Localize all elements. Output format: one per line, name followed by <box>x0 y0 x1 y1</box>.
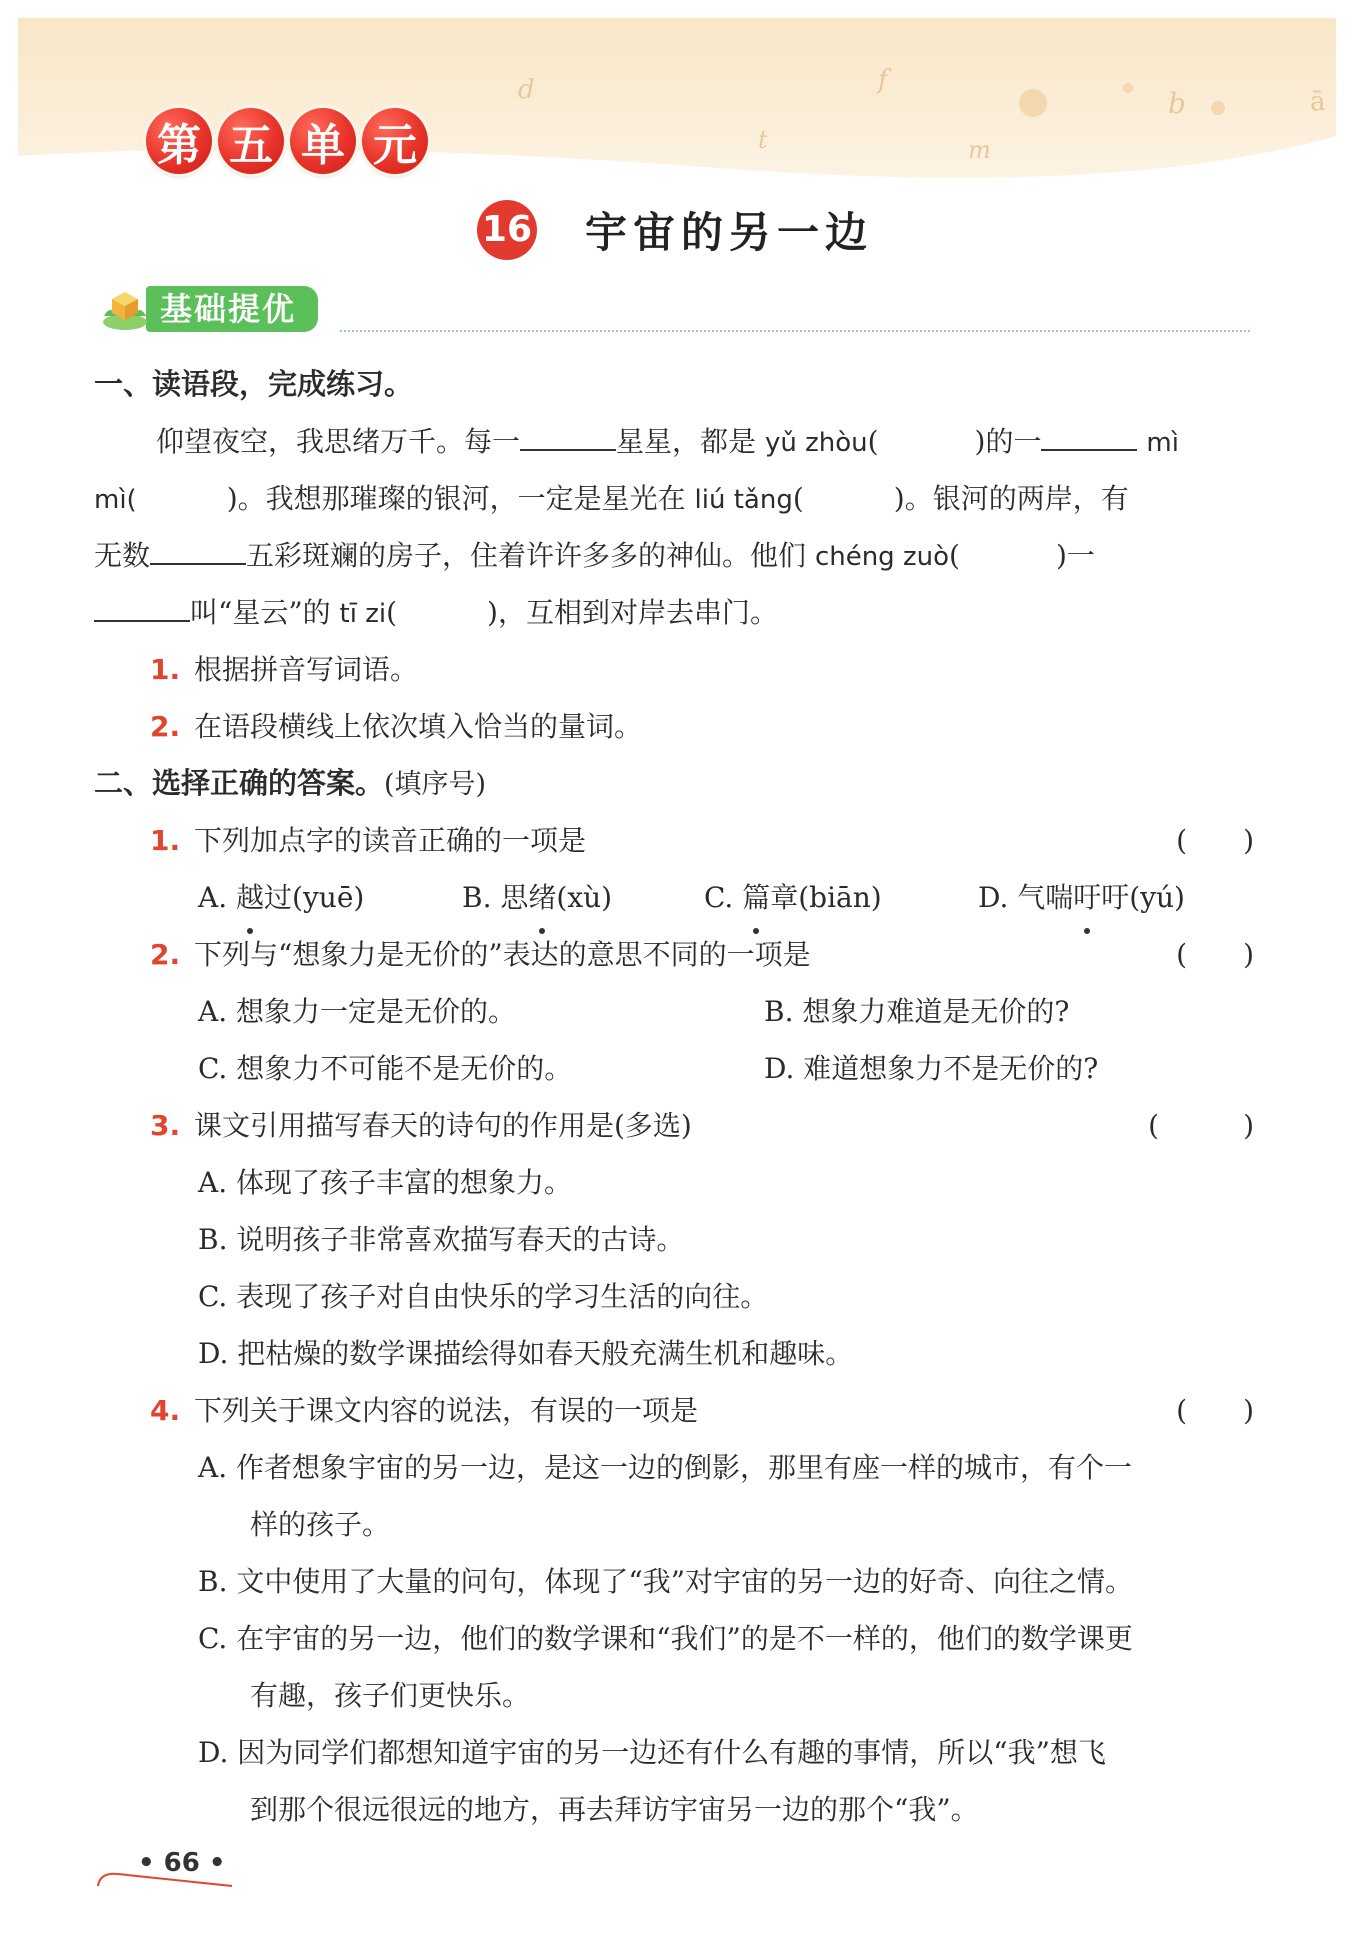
part2-question-1: 1. 下列加点字的读音正确的一项是 ( ) <box>94 812 1254 869</box>
option-d[interactable]: D. 难道想象力不是无价的? <box>764 1052 1099 1085</box>
lesson-title-row <box>0 200 1350 260</box>
unit-char: 五 <box>218 108 284 174</box>
answer-paren[interactable]: ( ) <box>1148 1109 1254 1142</box>
option-d[interactable]: D. 把枯燥的数学课描绘得如春天般充满生机和趣味。 <box>198 1337 854 1370</box>
option-a[interactable]: A. 体现了孩子丰富的想象力。 <box>198 1166 573 1199</box>
lesson-title: 宇宙的另一边 <box>584 208 873 257</box>
answer-blank[interactable] <box>520 413 616 451</box>
section-tag <box>98 285 318 333</box>
part2-question-3: 3. 课文引用描写春天的诗句的作用是(多选) ( ) <box>94 1097 1254 1154</box>
passage-line-2: mì( )。我想那璀璨的银河，一定是星光在 liú tǎng( )。银河的两岸，有 <box>94 482 1129 515</box>
svg-text:t: t <box>758 126 768 154</box>
pinyin: yǔ zhòu <box>764 428 868 458</box>
option-c-continued: 有趣，孩子们更快乐。 <box>250 1679 531 1712</box>
option-b[interactable]: B. 说明孩子非常喜欢描写春天的古诗。 <box>198 1223 685 1256</box>
svg-text:f: f <box>878 65 888 95</box>
q2-options-row-1 <box>94 983 1254 1040</box>
passage-line-3: 无数 五彩斑斓的房子，住着许许多多的神仙。他们 chéng zuò( )一 <box>94 527 1254 584</box>
option-a[interactable]: A. 越过(yuē) <box>198 869 462 926</box>
part1-question-1: 1. 根据拼音写词语。 <box>150 653 419 686</box>
passage-line-1: 仰望夜空，我思绪万千。每一 星星，都是 yǔ zhòu( )的一 mì <box>94 413 1254 470</box>
page-number: • 66 • <box>138 1848 226 1878</box>
svg-text:b: b <box>1168 87 1186 120</box>
option-d[interactable]: D. 气喘吁吁(yú) <box>978 869 1185 926</box>
q1-options <box>94 869 1254 926</box>
unit-title <box>146 108 428 174</box>
passage-line-4: 叫“星云”的 tī zi( )，互相到对岸去串门。 <box>94 584 1254 641</box>
option-c[interactable]: C. 篇章(biān) <box>704 869 978 926</box>
svg-text:m: m <box>968 136 991 164</box>
section-label: 基础提优 <box>146 286 318 332</box>
option-b[interactable]: B. 想象力难道是无价的? <box>764 995 1070 1028</box>
pinyin: chéng zuò <box>814 542 949 572</box>
answer-paren[interactable]: ( ) <box>1176 1394 1254 1427</box>
pinyin: tī zi <box>339 599 387 629</box>
answer-paren[interactable]: ( ) <box>1176 824 1254 857</box>
part1-question-2: 2. 在语段横线上依次填入恰当的量词。 <box>150 710 643 743</box>
cube-icon <box>98 286 152 332</box>
part2-question-2: 2. 下列与“想象力是无价的”表达的意思不同的一项是 ( ) <box>94 926 1254 983</box>
footer-swoosh <box>96 1866 236 1890</box>
unit-char: 第 <box>146 108 212 174</box>
option-c[interactable]: C. 想象力不可能不是无价的。 <box>198 1052 573 1085</box>
section-divider <box>340 330 1250 332</box>
option-b[interactable]: B. 文中使用了大量的问句，体现了“我”对宇宙的另一边的好奇、向往之情。 <box>198 1565 1134 1598</box>
pinyin: mì <box>1146 428 1179 458</box>
q2-options-row-2 <box>94 1040 1254 1097</box>
option-a-continued: 样的孩子。 <box>250 1508 391 1541</box>
exercise-content <box>94 356 1254 1838</box>
answer-blank[interactable] <box>150 527 246 565</box>
unit-char: 元 <box>362 108 428 174</box>
svg-text:d: d <box>518 75 535 105</box>
lesson-number-badge: 16 <box>477 200 537 260</box>
part2-heading: 二、选择正确的答案。(填序号) <box>94 766 487 800</box>
answer-blank[interactable] <box>1041 413 1137 451</box>
option-d-continued: 到那个很远很远的地方，再去拜访宇宙另一边的那个“我”。 <box>250 1793 979 1826</box>
unit-char: 单 <box>290 108 356 174</box>
answer-paren[interactable]: ( ) <box>1176 938 1254 971</box>
svg-text:ā: ā <box>1310 87 1326 117</box>
option-c[interactable]: C. 表现了孩子对自由快乐的学习生活的向往。 <box>198 1280 769 1313</box>
part1-heading: 一、读语段，完成练习。 <box>94 367 414 401</box>
option-c[interactable]: C. 在宇宙的另一边，他们的数学课和“我们”的是不一样的，他们的数学课更 <box>198 1622 1133 1655</box>
answer-blank[interactable] <box>94 584 190 622</box>
part2-question-4: 4. 下列关于课文内容的说法，有误的一项是 ( ) <box>94 1382 1254 1439</box>
unit-banner <box>18 18 1336 188</box>
pinyin: liú tǎng <box>694 485 793 515</box>
option-a[interactable]: A. 作者想象宇宙的另一边，是这一边的倒影，那里有座一样的城市，有个一 <box>198 1451 1133 1484</box>
option-b[interactable]: B. 思绪(xù) <box>462 869 704 926</box>
option-a[interactable]: A. 想象力一定是无价的。 <box>198 995 517 1028</box>
option-d[interactable]: D. 因为同学们都想知道宇宙的另一边还有什么有趣的事情，所以“我”想飞 <box>198 1736 1106 1769</box>
